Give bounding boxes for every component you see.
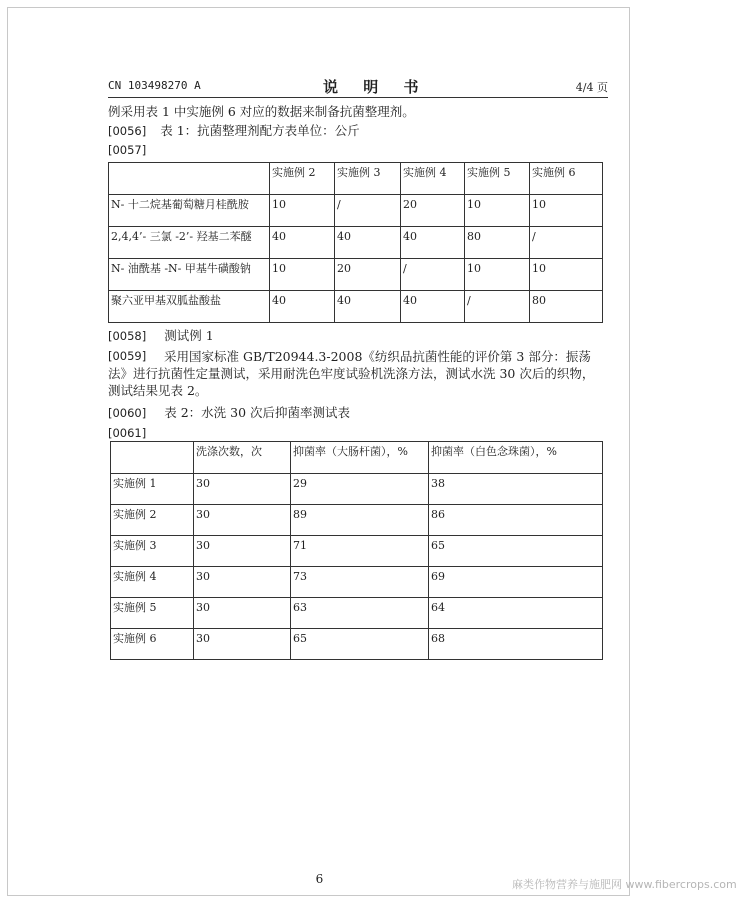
paragraph-tag: [0060] [108, 406, 147, 420]
table-cell: 38 [429, 474, 603, 505]
table-header-cell: 实施例 3 [335, 163, 401, 195]
table-header-cell: 实施例 6 [530, 163, 603, 195]
paragraph-0061 [108, 425, 146, 441]
table-cell: 10 [270, 195, 335, 227]
table-cell: 40 [270, 291, 335, 323]
table-cell: 63 [291, 598, 429, 629]
table-row [111, 598, 603, 629]
table-cell: 40 [401, 291, 465, 323]
table-cell: 68 [429, 629, 603, 660]
table-cell: 89 [291, 505, 429, 536]
table-cell: 29 [291, 474, 429, 505]
page-indicator: 4/4 页 [575, 81, 608, 94]
table1-caption: 表 1：抗菌整理剂配方表单位：公斤 [160, 123, 360, 138]
table-cell: 20 [401, 195, 465, 227]
table-cell: 80 [530, 291, 603, 323]
table-cell: 80 [465, 227, 530, 259]
paragraph-0056 [108, 123, 360, 139]
paragraph-0058 [108, 328, 214, 344]
table-row-label: 实施例 5 [111, 598, 194, 629]
formula-table [108, 162, 603, 323]
paragraph-tag: [0059] [108, 349, 147, 363]
table-row [111, 567, 603, 598]
table-header-cell [111, 442, 194, 474]
table-header-cell: 抑菌率（白色念珠菌），% [429, 442, 603, 474]
table-cell: 30 [194, 536, 291, 567]
paragraph-tag: [0057] [108, 143, 147, 157]
table-row [111, 629, 603, 660]
table2-caption: 表 2：水洗 30 次后抑菌率测试表 [164, 405, 351, 420]
table-row-label: N- 油酰基 -N- 甲基牛磺酸钠 [109, 259, 270, 291]
paragraph-tag: [0058] [108, 329, 147, 343]
publication-number: CN 103498270 A [108, 79, 201, 92]
table-cell: 30 [194, 598, 291, 629]
table-cell: 30 [194, 505, 291, 536]
table-cell: 40 [270, 227, 335, 259]
table-cell: 10 [465, 259, 530, 291]
table-cell: / [335, 195, 401, 227]
table-cell: 10 [270, 259, 335, 291]
table-cell: 10 [530, 259, 603, 291]
inhibition-rate-table [110, 441, 603, 660]
table-cell: / [530, 227, 603, 259]
table-cell: / [465, 291, 530, 323]
table-header-cell: 抑菌率（大肠杆菌），% [291, 442, 429, 474]
page-header [108, 76, 608, 96]
table-row [109, 259, 603, 291]
table-header-cell: 实施例 5 [465, 163, 530, 195]
paragraph-tag: [0056] [108, 124, 147, 138]
table-row [109, 195, 603, 227]
table-cell: 30 [194, 629, 291, 660]
table-header-cell [109, 163, 270, 195]
table-row [111, 474, 603, 505]
table-cell: / [401, 259, 465, 291]
test-example-title: 测试例 1 [164, 328, 214, 343]
table-cell: 20 [335, 259, 401, 291]
table-header-row [111, 442, 603, 474]
paragraph-0059-text: 采用国家标准 GB/T20944.3-2008《纺织品抗菌性能的评价第 3 部分：振荡法》进行抗菌性定量测试，采用耐洗色牢度试验机洗涤方法，测试水洗 30 次后的织物，测试结果见表 2。 [108, 349, 595, 398]
table-row [109, 227, 603, 259]
table-row-label: 聚六亚甲基双胍盐酸盐 [109, 291, 270, 323]
table-row-label: 实施例 4 [111, 567, 194, 598]
table-cell: 64 [429, 598, 603, 629]
table-cell: 40 [335, 227, 401, 259]
table-header-cell: 实施例 4 [401, 163, 465, 195]
table-row-label: N- 十二烷基葡萄糖月桂酰胺 [109, 195, 270, 227]
table-cell: 86 [429, 505, 603, 536]
table-cell: 10 [465, 195, 530, 227]
page-number: 6 [315, 872, 324, 886]
table-row [109, 291, 603, 323]
table-cell: 73 [291, 567, 429, 598]
intro-line: 例采用表 1 中实施例 6 对应的数据来制备抗菌整理剂。 [108, 104, 415, 119]
site-watermark: 麻类作物营养与施肥网 www.fibercrops.com [512, 878, 737, 891]
table-row-label: 实施例 6 [111, 629, 194, 660]
table-cell: 65 [429, 536, 603, 567]
paragraph-0060 [108, 405, 350, 421]
table-row-label: 实施例 2 [111, 505, 194, 536]
table-row-label: 实施例 3 [111, 536, 194, 567]
paragraph-0057 [108, 142, 146, 158]
document-title: 说 明 书 [323, 78, 429, 96]
table-cell: 30 [194, 567, 291, 598]
header-rule [108, 97, 608, 98]
table-cell: 30 [194, 474, 291, 505]
table-cell: 71 [291, 536, 429, 567]
table-header-row [109, 163, 603, 195]
table-row-label: 实施例 1 [111, 474, 194, 505]
table-cell: 65 [291, 629, 429, 660]
table-cell: 40 [401, 227, 465, 259]
table-cell: 69 [429, 567, 603, 598]
paragraph-tag: [0061] [108, 426, 147, 440]
table-cell: 10 [530, 195, 603, 227]
table-row [111, 505, 603, 536]
table-row [111, 536, 603, 567]
table-cell: 40 [335, 291, 401, 323]
table-header-cell: 洗涤次数，次 [194, 442, 291, 474]
table-header-cell: 实施例 2 [270, 163, 335, 195]
table-row-label: 2,4,4’- 三氯 -2’- 羟基二苯醚 [109, 227, 270, 259]
